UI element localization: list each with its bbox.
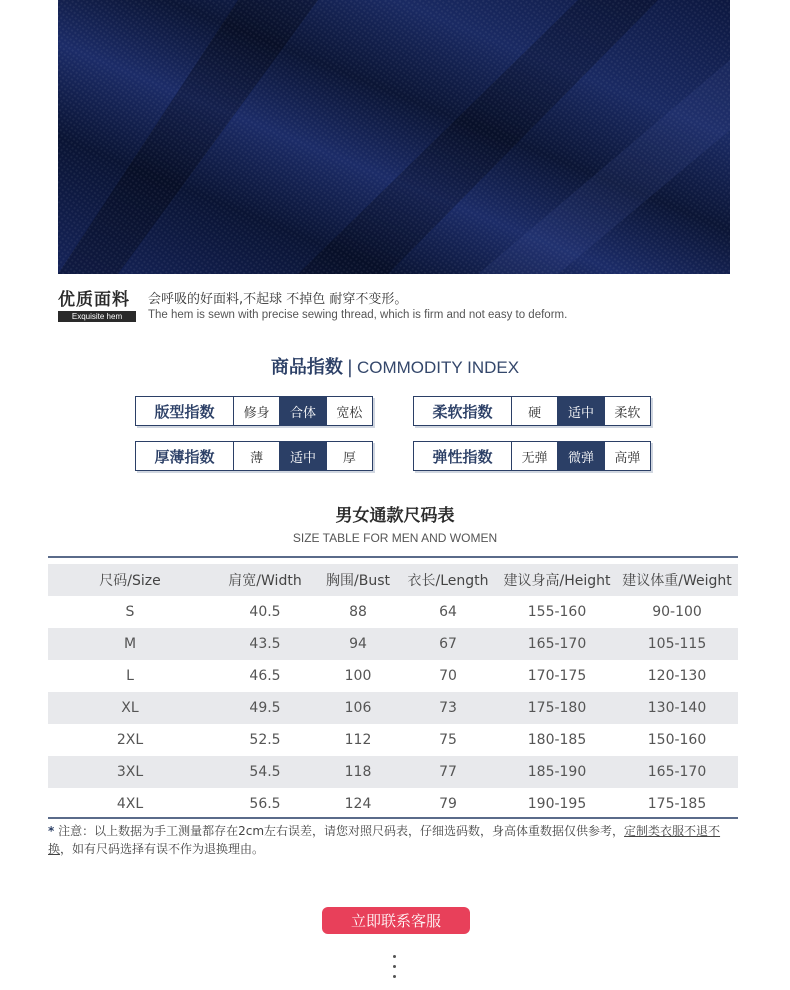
- index-label: 版型指数: [136, 397, 234, 425]
- cell: 52.5: [249, 732, 281, 748]
- commodity-index-title-en: COMMODITY INDEX: [356, 358, 520, 377]
- cell: 165-170: [647, 764, 707, 780]
- col-header-length: 衣长/Length: [407, 573, 489, 589]
- cell: 54.5: [249, 764, 281, 780]
- cell: 67: [439, 636, 457, 652]
- size-table-title: 男女通款尺码表: [335, 506, 455, 526]
- quality-text: 会呼吸的好面料,不起球 不掉色 耐穿不变形。: [148, 292, 408, 307]
- index-label: 厚薄指数: [136, 442, 234, 470]
- index-option: 无弹: [512, 442, 558, 470]
- table-row: [48, 756, 738, 788]
- cell: 46.5: [249, 668, 281, 684]
- index-option-selected: 适中: [558, 397, 604, 425]
- cell: L: [126, 668, 134, 684]
- commodity-index-title: [0, 356, 790, 380]
- cell: 100: [344, 668, 372, 684]
- cell: 155-160: [527, 604, 587, 620]
- col-header-weight: 建议体重/Weight: [622, 573, 732, 589]
- cell: 88: [349, 604, 367, 620]
- cell: 180-185: [527, 732, 587, 748]
- cell: 43.5: [249, 636, 281, 652]
- cell: 70: [439, 668, 457, 684]
- index-option-selected: 合体: [280, 397, 326, 425]
- index-option: 硬: [512, 397, 558, 425]
- cell: 105-115: [647, 636, 707, 652]
- cell: 165-170: [527, 636, 587, 652]
- more-dots-icon: [393, 955, 397, 985]
- commodity-index-title-zh: 商品指数: [270, 357, 343, 378]
- quality-badge: [58, 290, 136, 322]
- index-fit: [135, 396, 373, 426]
- index-label: 弹性指数: [414, 442, 512, 470]
- quality-english: The hem is sewn with precise sewing thread, which is firm and not easy to deform.: [148, 309, 568, 321]
- cell: 106: [344, 700, 372, 716]
- index-softness: [413, 396, 651, 426]
- cell: 124: [344, 796, 372, 812]
- cell: 64: [439, 604, 457, 620]
- cell: 2XL: [116, 732, 144, 748]
- index-option: 柔软: [614, 405, 641, 421]
- cell: 40.5: [249, 604, 281, 620]
- cell: 120-130: [647, 668, 707, 684]
- index-option-selected: 适中: [280, 442, 326, 470]
- index-elasticity: [413, 441, 651, 471]
- table-bottom-rule: [48, 817, 738, 819]
- note-tail: ，如有尺码选择有误不作为退换理由。: [60, 842, 265, 856]
- col-header-height: 建议身高/Height: [503, 573, 611, 589]
- index-option: 厚: [342, 450, 356, 466]
- note-text: 注意：以上数据为手工测量都存在2cm左右误差，请您对照尺码表，仔细选码数，身高体重数据仅供参考，: [58, 824, 625, 838]
- cell: 75: [439, 732, 457, 748]
- index-option-selected: 微弹: [558, 442, 604, 470]
- note-underlined: 定制类衣服不退不换: [48, 824, 721, 856]
- cell: 130-140: [647, 700, 707, 716]
- table-row: [48, 628, 738, 660]
- index-option: 薄: [234, 442, 280, 470]
- quality-title: 优质面料: [58, 290, 130, 310]
- size-note: [48, 822, 743, 858]
- index-option: 高弹: [614, 450, 641, 466]
- note-star: *: [48, 824, 55, 838]
- cell: 56.5: [249, 796, 281, 812]
- cell: S: [125, 604, 135, 620]
- table-row: [48, 788, 738, 820]
- cell: 79: [439, 796, 457, 812]
- cell: 175-185: [647, 796, 707, 812]
- index-option: 修身: [234, 397, 280, 425]
- cell: 170-175: [527, 668, 587, 684]
- cell: 73: [439, 700, 457, 716]
- quality-section: [58, 290, 738, 330]
- col-header-size: 尺码/Size: [99, 573, 161, 589]
- size-table: [48, 564, 738, 820]
- cell: 90-100: [652, 604, 702, 620]
- cell: 3XL: [116, 764, 144, 780]
- table-row: [48, 596, 738, 628]
- cell: 4XL: [116, 796, 144, 812]
- index-option: 宽松: [336, 405, 363, 421]
- index-thickness: [135, 441, 373, 471]
- cell: 150-160: [647, 732, 707, 748]
- quality-subtitle: Exquisite hem: [58, 311, 136, 322]
- table-header-row: [48, 564, 738, 596]
- index-label: 柔软指数: [414, 397, 512, 425]
- col-header-width: 肩宽/Width: [228, 573, 302, 589]
- cell: 185-190: [527, 764, 587, 780]
- cell: 94: [349, 636, 367, 652]
- fabric-photo: [58, 0, 730, 274]
- cell: M: [123, 636, 137, 652]
- cell: 112: [344, 732, 372, 748]
- cell: 190-195: [527, 796, 587, 812]
- cell: XL: [121, 700, 139, 716]
- contact-service-button[interactable]: 立即联系客服: [322, 907, 470, 934]
- table-row: [48, 724, 738, 756]
- cell: 49.5: [249, 700, 281, 716]
- cell: 118: [344, 764, 372, 780]
- cell: 175-180: [527, 700, 587, 716]
- cell: 77: [439, 764, 457, 780]
- table-row: [48, 660, 738, 692]
- table-top-rule: [48, 556, 738, 558]
- size-table-subtitle: SIZE TABLE FOR MEN AND WOMEN: [292, 531, 498, 545]
- title-separator: |: [346, 357, 353, 378]
- table-row: [48, 692, 738, 724]
- col-header-bust: 胸围/Bust: [326, 573, 390, 589]
